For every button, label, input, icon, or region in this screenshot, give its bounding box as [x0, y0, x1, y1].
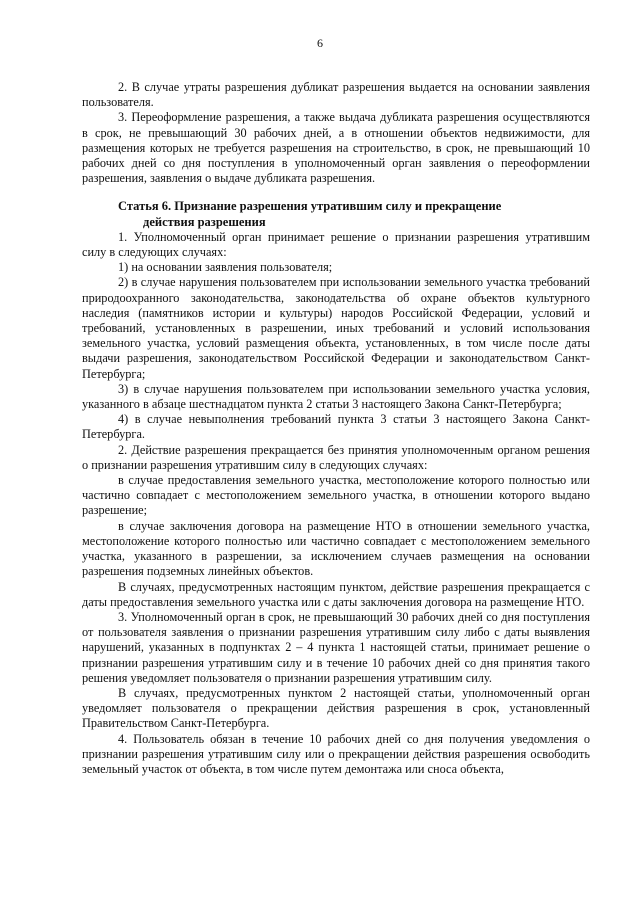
paragraph-item-3: 3. Уполномоченный орган в срок, не превышающий 30 рабочих дней со дня поступления от пользователя заявления о признании разрешения утратившим силу либо с даты выявления нарушений, указанных в подпунктах 2 – 4 пункта 1 настоящей статьи, принимает решение о признании разрешения утратившим силу и в течение 10 рабочих дней со дня принятия такого решения уведомляет пользователя о признании разрешения утратившим силу. — [82, 609, 590, 685]
paragraph-reissue-terms: 3. Переоформление разрешения, а также выдача дубликата разрешения осуществляются в срок, не превышающий 30 рабочих дней, а в отношении объектов недвижимости, для размещения которых не требуется разрешения на строительство, в срок, не превышающий 10 рабочих дней со дня поступления в уполномоченный орган заявления о переоформлении разрешения, заявления о выдаче дубликата разрешения. — [82, 110, 590, 186]
article-title-line2: действия разрешения — [143, 214, 266, 229]
page-number: 6 — [317, 36, 323, 50]
paragraph-case-nto-contract: в случае заключения договора на размещение НТО в отношении земельного участка, местоположение которого полностью или частично совпадает с местоположением земельного участка, указанного в разрешении, за исключением случаев размещения на основании разрешения подземных линейных объектов. — [82, 518, 590, 579]
article-6-heading — [82, 199, 590, 229]
article-title-line1: Статья 6. Признание разрешения утратившим силу и прекращение — [118, 199, 502, 214]
paragraph-subitem-2: 2) в случае нарушения пользователем при использовании земельного участка требований природоохранного законодательства, законодательства об охране объектов культурного наследия (памятников истории и культуры) народов Российской Федерации, условий и требований, установленных в разрешении, иных требований и условий использования земельного участка, условий размещения объекта, установленных, в том числе после даты выдачи разрешения, законодательством Российской Федерации и законодательством Санкт-Петербурга; — [82, 275, 590, 381]
paragraph-subitem-4: 4) в случае невыполнения требований пункта 3 статьи 3 настоящего Закона Санкт-Петербурга. — [82, 412, 590, 442]
paragraph-case-land-provision: в случае предоставления земельного участка, местоположение которого полностью или частично совпадает с местоположением земельного участка, в отношении которого выдано разрешение; — [82, 473, 590, 518]
document-body — [82, 80, 590, 777]
paragraph-termination-date: В случаях, предусмотренных настоящим пунктом, действие разрешения прекращается с даты предоставления земельного участка или с даты заключения договора на размещение НТО. — [82, 579, 590, 609]
paragraph-duplicate-on-loss: 2. В случае утраты разрешения дубликат разрешения выдается на основании заявления пользователя. — [82, 80, 590, 110]
paragraph-subitem-1: 1) на основании заявления пользователя; — [118, 260, 333, 275]
paragraph-item-4: 4. Пользователь обязан в течение 10 рабочих дней со дня получения уведомления о признании разрешения утратившим силу или о прекращении действия разрешения освободить земельный участок от объекта, в том числе путем демонтажа или сноса объекта, — [82, 731, 590, 776]
paragraph-item-2: 2. Действие разрешения прекращается без принятия уполномоченным органом решения о признании разрешения утратившим силу в следующих случаях: — [82, 442, 590, 472]
paragraph-item-1: 1. Уполномоченный орган принимает решение о признании разрешения утратившим силу в следующих случаях: — [82, 229, 590, 260]
paragraph-subitem-3: 3) в случае нарушения пользователем при использовании земельного участка условия, указанного в абзаце шестнадцатом пункта 2 статьи 3 настоящего Закона Санкт-Петербурга; — [82, 381, 590, 412]
paragraph-notification: В случаях, предусмотренных пунктом 2 настоящей статьи, уполномоченный орган уведомляет пользователя о прекращении действия разрешения в срок, установленный Правительством Санкт-Петербурга. — [82, 685, 590, 731]
